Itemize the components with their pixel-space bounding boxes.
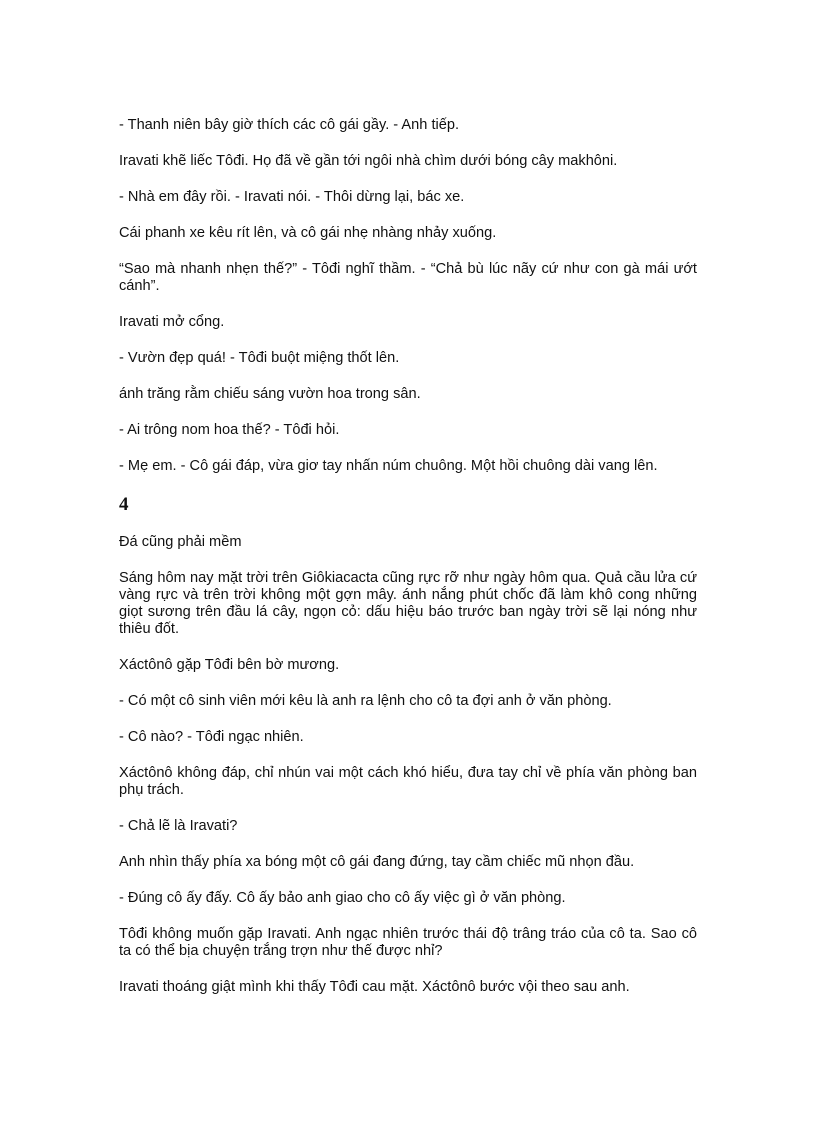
paragraph: Sáng hôm nay mặt trời trên Giôkiacacta cũng rực rỡ như ngày hôm qua. Quả cầu lửa cứ vàng rực và trên trời không một gợn mây. ánh nắng phút chốc đã làm khô cong những giọt sương trên đầu lá cây, ngọn cỏ: dấu hiệu báo trước ban ngày trời sẽ lại nóng như thiêu đốt. (119, 570, 697, 637)
paragraph: - Chả lẽ là Iravati? (119, 818, 238, 834)
paragraph: Xáctônô không đáp, chỉ nhún vai một cách khó hiểu, đưa tay chỉ về phía văn phòng ban phụ trách. (119, 765, 697, 798)
paragraph: - Nhà em đây rồi. - Iravati nói. - Thôi dừng lại, bác xe. (119, 189, 465, 205)
paragraph: - Đúng cô ấy đấy. Cô ấy bảo anh giao cho cô ấy việc gì ở văn phòng. (119, 890, 566, 906)
paragraph: Iravati thoáng giật mình khi thấy Tôđi cau mặt. Xáctônô bước vội theo sau anh. (119, 979, 630, 995)
paragraph: - Thanh niên bây giờ thích các cô gái gầy. - Anh tiếp. (119, 117, 460, 133)
paragraph: - Có một cô sinh viên mới kêu là anh ra lệnh cho cô ta đợi anh ở văn phòng. (119, 693, 612, 709)
paragraph: Xáctônô gặp Tôđi bên bờ mương. (119, 657, 340, 673)
chapter-number: 4 (119, 494, 129, 515)
paragraph: - Ai trông nom hoa thế? - Tôđi hỏi. (119, 422, 340, 438)
document-page (119, 117, 697, 1015)
chapter-title: Đá cũng phải mềm (119, 534, 242, 550)
paragraph: - Cô nào? - Tôđi ngạc nhiên. (119, 729, 304, 745)
paragraph: “Sao mà nhanh nhẹn thế?” - Tôđi nghĩ thầm. - “Chả bù lúc nãy cứ như con gà mái ướt cánh”. (119, 261, 697, 294)
paragraph: Iravati khẽ liếc Tôđi. Họ đã về gần tới ngôi nhà chìm dưới bóng cây makhôni. (119, 153, 618, 169)
paragraph: ánh trăng rằm chiếu sáng vườn hoa trong sân. (119, 386, 421, 402)
paragraph: Cái phanh xe kêu rít lên, và cô gái nhẹ nhàng nhảy xuống. (119, 225, 497, 241)
paragraph: Iravati mở cổng. (119, 314, 225, 330)
paragraph: Anh nhìn thấy phía xa bóng một cô gái đang đứng, tay cầm chiếc mũ nhọn đầu. (119, 854, 635, 870)
paragraph: Tôđi không muốn gặp Iravati. Anh ngạc nhiên trước thái độ trâng tráo của cô ta. Sao cô ta có thể bịa chuyện trắng trợn như thế được nhỉ? (119, 926, 697, 959)
paragraph: - Mẹ em. - Cô gái đáp, vừa giơ tay nhấn núm chuông. Một hồi chuông dài vang lên. (119, 458, 658, 474)
paragraph: - Vườn đẹp quá! - Tôđi buột miệng thốt lên. (119, 350, 400, 366)
